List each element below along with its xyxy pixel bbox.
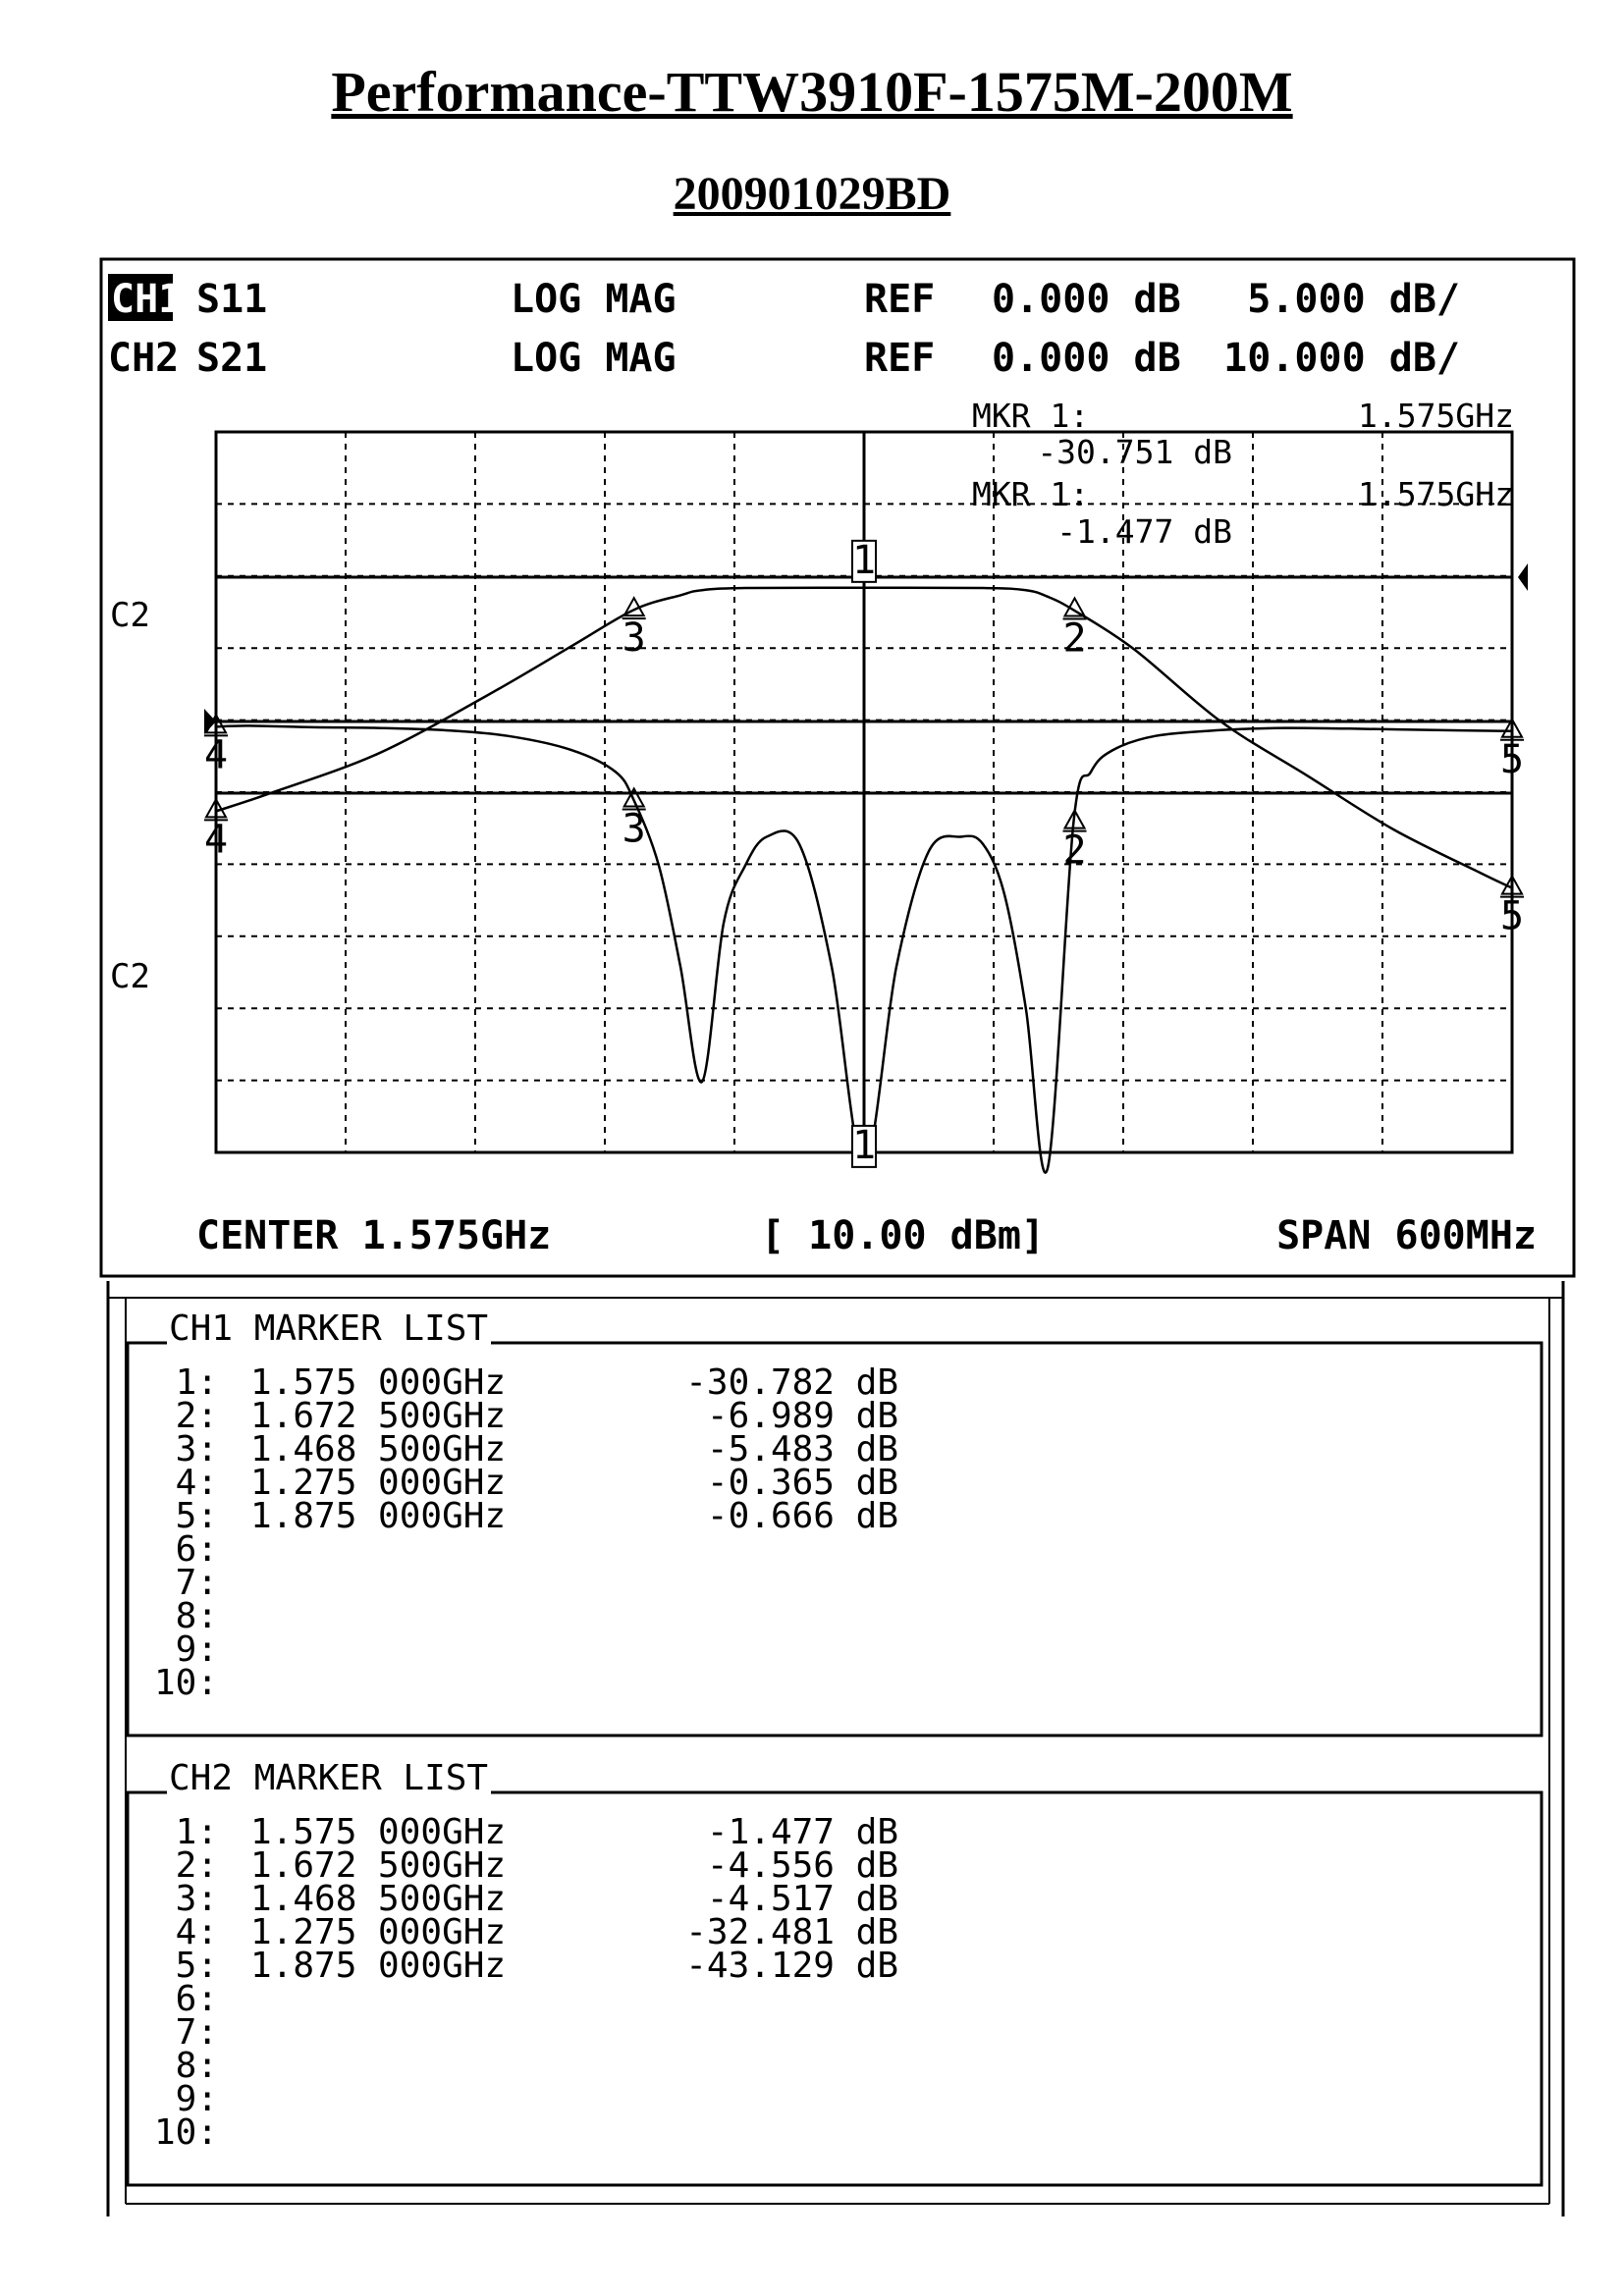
marker-list-index: 10: [153, 1663, 218, 1703]
center-frequency: CENTER 1.575GHz [196, 1213, 552, 1258]
marker-list-index: 6: [175, 1979, 218, 2019]
marker-list-index: 2: [175, 1396, 218, 1436]
mkr1-label: MKR 1: [972, 397, 1090, 435]
marker-list-index: 3: [175, 1879, 218, 1919]
marker-list-value: -32.481 dB [685, 1912, 898, 1952]
marker-list-frequency: 1.575 000GHz [250, 1362, 507, 1403]
mkr2-freq: 1.575GHz [1358, 475, 1514, 513]
page-title: Performance-TTW3910F-1575M-200M [331, 60, 1293, 124]
ch2-ref-pointer [1518, 563, 1528, 591]
marker-list-index: 4: [175, 1463, 218, 1503]
ch1-param: S11 [196, 277, 268, 322]
marker-list-index: 7: [175, 1563, 218, 1603]
ch2-marker-4-label: 4 [203, 817, 229, 863]
ch1-scale: 5.000 dB/ [1247, 277, 1460, 322]
marker-list-frequency: 1.875 000GHz [250, 1946, 507, 1986]
ch1-marker-4-label: 4 [203, 732, 229, 778]
marker-list-frequency: 1.672 500GHz [250, 1396, 507, 1436]
ch1-list-title: CH1 MARKER LIST [169, 1308, 489, 1349]
marker-list-index: 3: [175, 1429, 218, 1469]
marker-list-index: 8: [175, 1596, 218, 1636]
ch2-ref-label: REF [864, 336, 936, 381]
ch1-marker-5-label: 5 [1499, 736, 1525, 782]
ch2-marker-5-label: 5 [1499, 893, 1525, 939]
marker-list-index: 2: [175, 1845, 218, 1886]
marker-list-index: 1: [175, 1362, 218, 1403]
marker-list-value: -5.483 dB [706, 1429, 898, 1469]
ch1-ref-label: REF [864, 277, 936, 322]
ch2-format: LOG MAG [511, 336, 677, 381]
ch1-marker-list [128, 1308, 1542, 1735]
mkr2-label: MKR 1: [972, 475, 1090, 513]
ch2-marker-1-label: 1 [851, 537, 877, 583]
ch2-param: S21 [196, 336, 268, 381]
marker-list-value: -30.782 dB [685, 1362, 898, 1403]
mkr1-freq: 1.575GHz [1358, 397, 1514, 435]
ch2-marker-2-label: 2 [1062, 615, 1087, 662]
ch1-label: CH1 [111, 277, 183, 322]
marker-list-value: -4.517 dB [706, 1879, 898, 1919]
marker-list-frequency: 1.468 500GHz [250, 1879, 507, 1919]
ch2-scale: 10.000 dB/ [1223, 336, 1460, 381]
mkr2-value: -1.477 dB [1056, 512, 1232, 551]
ch1-ref-pointer [204, 709, 216, 734]
marker-list-index: 6: [175, 1529, 218, 1570]
source-power: [ 10.00 dBm] [761, 1213, 1045, 1258]
page-subtitle: 200901029BD [673, 168, 951, 220]
marker-list-value: -6.989 dB [706, 1396, 898, 1436]
marker-list-index: 10: [153, 2112, 218, 2153]
marker-list-frequency: 1.275 000GHz [250, 1912, 507, 1952]
span: SPAN 600MHz [1276, 1213, 1537, 1258]
ch2-marker-3-label: 3 [622, 615, 646, 662]
marker-list-index: 5: [175, 1496, 218, 1536]
marker-list-frequency: 1.672 500GHz [250, 1845, 507, 1886]
ch2-label: CH2 [108, 336, 180, 381]
marker-list-index: 8: [175, 2046, 218, 2086]
ch1-marker-1-label: 1 [851, 1122, 877, 1168]
ch1-ref-value: 0.000 dB [992, 277, 1181, 322]
marker-list-index: 5: [175, 1946, 218, 1986]
lower-c2-label: C2 [110, 957, 150, 996]
marker-list-value: -1.477 dB [706, 1812, 898, 1852]
marker-list-value: -0.666 dB [706, 1496, 898, 1536]
screen-frame [101, 259, 1574, 1276]
ch1-format: LOG MAG [511, 277, 677, 322]
marker-list-index: 4: [175, 1912, 218, 1952]
marker-list-index: 7: [175, 2012, 218, 2053]
marker-list-index: 9: [175, 2079, 218, 2119]
ch1-marker-2-label: 2 [1062, 828, 1087, 874]
marker-list-frequency: 1.875 000GHz [250, 1496, 507, 1536]
marker-list-frequency: 1.468 500GHz [250, 1429, 507, 1469]
marker-list-frequency: 1.275 000GHz [250, 1463, 507, 1503]
marker-list-value: -4.556 dB [706, 1845, 898, 1886]
mkr1-value: -30.751 dB [1037, 433, 1232, 471]
marker-list-index: 1: [175, 1812, 218, 1852]
ch2-ref-value: 0.000 dB [992, 336, 1181, 381]
upper-c2-label: C2 [110, 596, 150, 635]
marker-list-value: -43.129 dB [685, 1946, 898, 1986]
ch1-marker-3-label: 3 [622, 806, 646, 852]
marker-list-value: -0.365 dB [706, 1463, 898, 1503]
ch2-marker-list [128, 1758, 1542, 2185]
marker-list-index: 9: [175, 1629, 218, 1670]
marker-list-frequency: 1.575 000GHz [250, 1812, 507, 1852]
ch2-list-title: CH2 MARKER LIST [169, 1758, 489, 1798]
